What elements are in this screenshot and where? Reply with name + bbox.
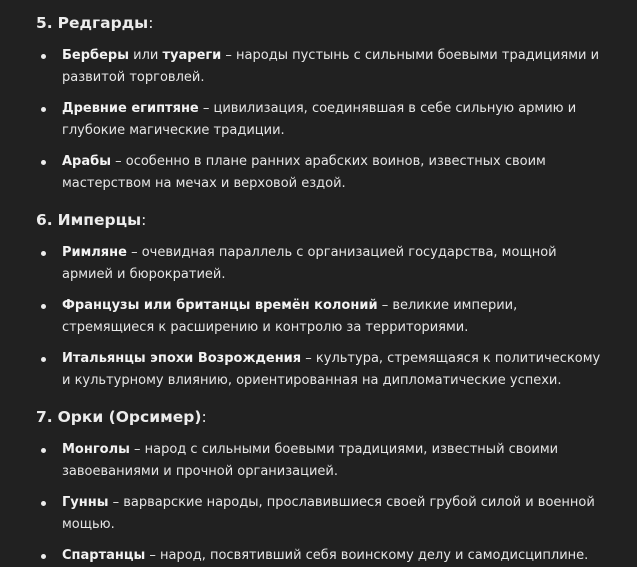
list-item [36,242,601,286]
section-title-suffix: : [148,14,154,32]
item-term: Французы или британцы времён колоний [62,298,378,313]
item-description: – цивилизация, соединявшая в себе сильную армию и глубокие магические традиции. [62,101,577,138]
item-description: – варварские народы, прославившиеся своей грубой силой и военной мощью. [62,495,595,532]
list-item [36,295,601,339]
item-term-secondary: туареги [162,48,222,63]
section-redguards [36,12,601,195]
section-heading [36,406,601,428]
bullet-list [36,242,601,392]
item-term: Древние египтяне [62,101,199,116]
bullet-list [36,45,601,195]
item-description: – великие империи, стремящиеся к расширению и контролю за территориями. [62,298,518,335]
item-term: Римляне [62,245,127,260]
item-description: – народ, посвятивший себя воинскому делу и самодисциплине. [145,548,589,563]
section-title-suffix: : [201,408,207,426]
section-title: Орки (Орсимер) [57,408,202,426]
section-number: 5. [36,14,53,32]
item-term: Берберы [62,48,129,63]
item-connector: или [129,48,163,63]
bullet-list [36,439,601,567]
section-heading [36,209,601,231]
list-item [36,492,601,536]
list-item [36,98,601,142]
list-item [36,439,601,483]
section-heading [36,12,601,34]
item-term: Спартанцы [62,548,146,563]
list-item [36,348,601,392]
section-orcs [36,406,601,567]
item-term: Итальянцы эпохи Возрождения [62,351,302,366]
list-item [36,545,601,567]
section-title: Редгарды [57,14,149,32]
section-number: 7. [36,408,53,426]
section-title: Имперцы [57,211,142,229]
section-imperials [36,209,601,392]
item-description: – народы пустынь с сильными боевыми традициями и развитой торговлей. [62,48,600,85]
section-title-suffix: : [141,211,147,229]
item-term: Гунны [62,495,109,510]
item-description: – культура, стремящаяся к политическому и культурному влиянию, ориентированная на дипломатические успехи. [62,351,601,388]
list-item [36,45,601,89]
item-description: – народ с сильными боевыми традициями, известный своими завоеваниями и прочной организацией. [62,442,559,479]
section-number: 6. [36,211,53,229]
list-item [36,151,601,195]
item-description: – особенно в плане ранних арабских воинов, известных своим мастерством на мечах и верховой ездой. [62,154,546,191]
item-term: Монголы [62,442,130,457]
item-description: – очевидная параллель с организацией государства, мощной армией и бюрократией. [62,245,557,282]
item-term: Арабы [62,154,111,169]
